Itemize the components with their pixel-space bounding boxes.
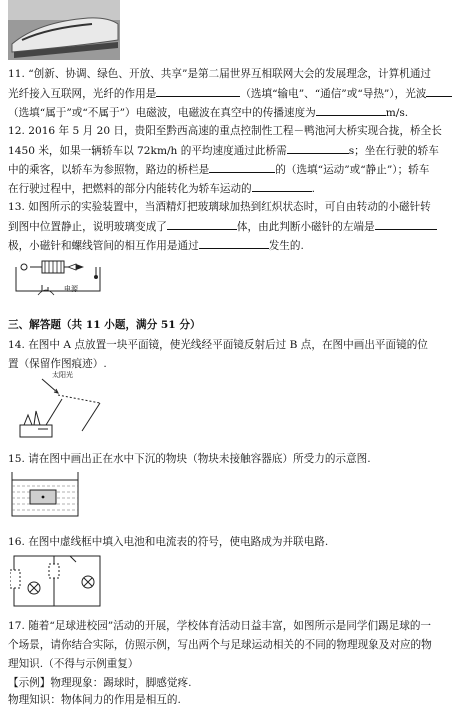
q13-blank-1[interactable] [167, 218, 237, 230]
section-heading: 三、解答题（共 11 小题，满分 51 分） [8, 319, 201, 331]
q12-blank-2[interactable] [209, 161, 275, 173]
q11-line2 [8, 85, 466, 103]
q14-line1: 14. 在图中 A 点放置一块平面镜，使光线经平面镜反射后过 B 点，在图中画出平面镜的位 [8, 339, 428, 351]
q17-line2: 个场景，请你结合实际，仿照示例，写出两个与足球运动相关的不同的物理现象及对应的物 [8, 639, 432, 651]
q15-figure [10, 470, 80, 518]
q12-text-e: 在行驶过程中，把燃料的部分内能转化为轿车运动的 [8, 183, 252, 195]
sunlight-label: 太阳光 [52, 371, 73, 379]
q12-blank-3[interactable] [252, 180, 312, 192]
q14-line2: 置（保留作图痕迹）. [8, 358, 107, 370]
q14-figure [12, 371, 112, 443]
q11-text-b: （选填“输电”、“通信”或“导热”），光波 [240, 88, 427, 100]
q17-line1: 17. 随着“足球进校园”活动的开展，学校体育活动日益丰富，如图所示是同学们踢足球的一 [8, 620, 432, 632]
q12-text-d: 的（选填“运动”或“静止”）；轿车 [275, 164, 430, 176]
q13-blank-2[interactable] [375, 218, 437, 230]
q16-line1: 16. 在图中虚线框中填入电池和电流表的符号，使电路成为并联电路. [8, 536, 329, 548]
q17-line3: 理知识.（不得与示例重复） [8, 658, 139, 670]
q11-blank-3[interactable] [316, 104, 386, 116]
q15-line1: 15. 请在图中画出正在水中下沉的物块（物块未接触容器底）所受力的示意图. [8, 453, 371, 465]
q12-line2 [8, 142, 466, 160]
q13-blank-3[interactable] [199, 237, 269, 249]
q17-example-phenomenon: 【示例】物理现象：踢球时，脚感觉疼. [8, 677, 192, 689]
q13-text-c: 极，小磁针和螺线管间的相互作用是通过 [8, 240, 199, 252]
q12-line4 [8, 180, 466, 198]
q17-example-knowledge: 物理知识：物体间力的作用是相互的. [8, 694, 181, 706]
q12-text-f: . [311, 183, 316, 195]
q12-line3 [8, 161, 466, 179]
q13-line2 [8, 218, 466, 236]
q11-text-d: m/s. [385, 107, 409, 119]
q12-text-a: 1450 米，如果一辆轿车以 72km/h 的平均速度通过此桥需 [8, 145, 287, 157]
power-source-label: 电源 [64, 285, 78, 293]
q13-line1: 13. 如图所示的实验装置中，当酒精灯把玻璃球加热到红炽状态时，可自由转动的小磁针转 [8, 201, 431, 213]
q13-figure [12, 255, 122, 301]
q12-blank-1[interactable] [287, 142, 349, 154]
q13-text-b: 体，由此判断小磁针的左端是 [236, 221, 375, 233]
q11-blank-1[interactable] [156, 85, 240, 97]
q12-text-b: s；坐在行驶的轿车 [348, 145, 439, 157]
q11-text-c: （选填“属于”或“不属于”）电磁波，电磁波在真空中的传播速度为 [8, 107, 316, 119]
q16-figure [10, 552, 106, 610]
q12-text-c: 中的乘客，以轿车为参照物，路边的桥栏是 [8, 164, 210, 176]
q11-text-a: 光纤接入互联网，光纤的作用是 [8, 88, 157, 100]
train-photo [8, 0, 120, 60]
q13-text-d: 发生的. [268, 240, 304, 252]
q13-text-a: 到图中位置静止，说明玻璃变成了 [8, 221, 167, 233]
q11-blank-2[interactable] [426, 85, 452, 97]
q13-line3 [8, 237, 466, 255]
q12-line1: 12. 2016 年 5 月 20 日，贵阳至黔西高速的重点控制性工程－鸭池河大桥实现合拢，桥全长 [8, 125, 442, 137]
q11-line3 [8, 104, 466, 122]
q11-line1: 11. “创新、协调、绿色、开放、共享”是第二届世界互相联网大会的发展理念，计算机通过 [8, 68, 432, 80]
